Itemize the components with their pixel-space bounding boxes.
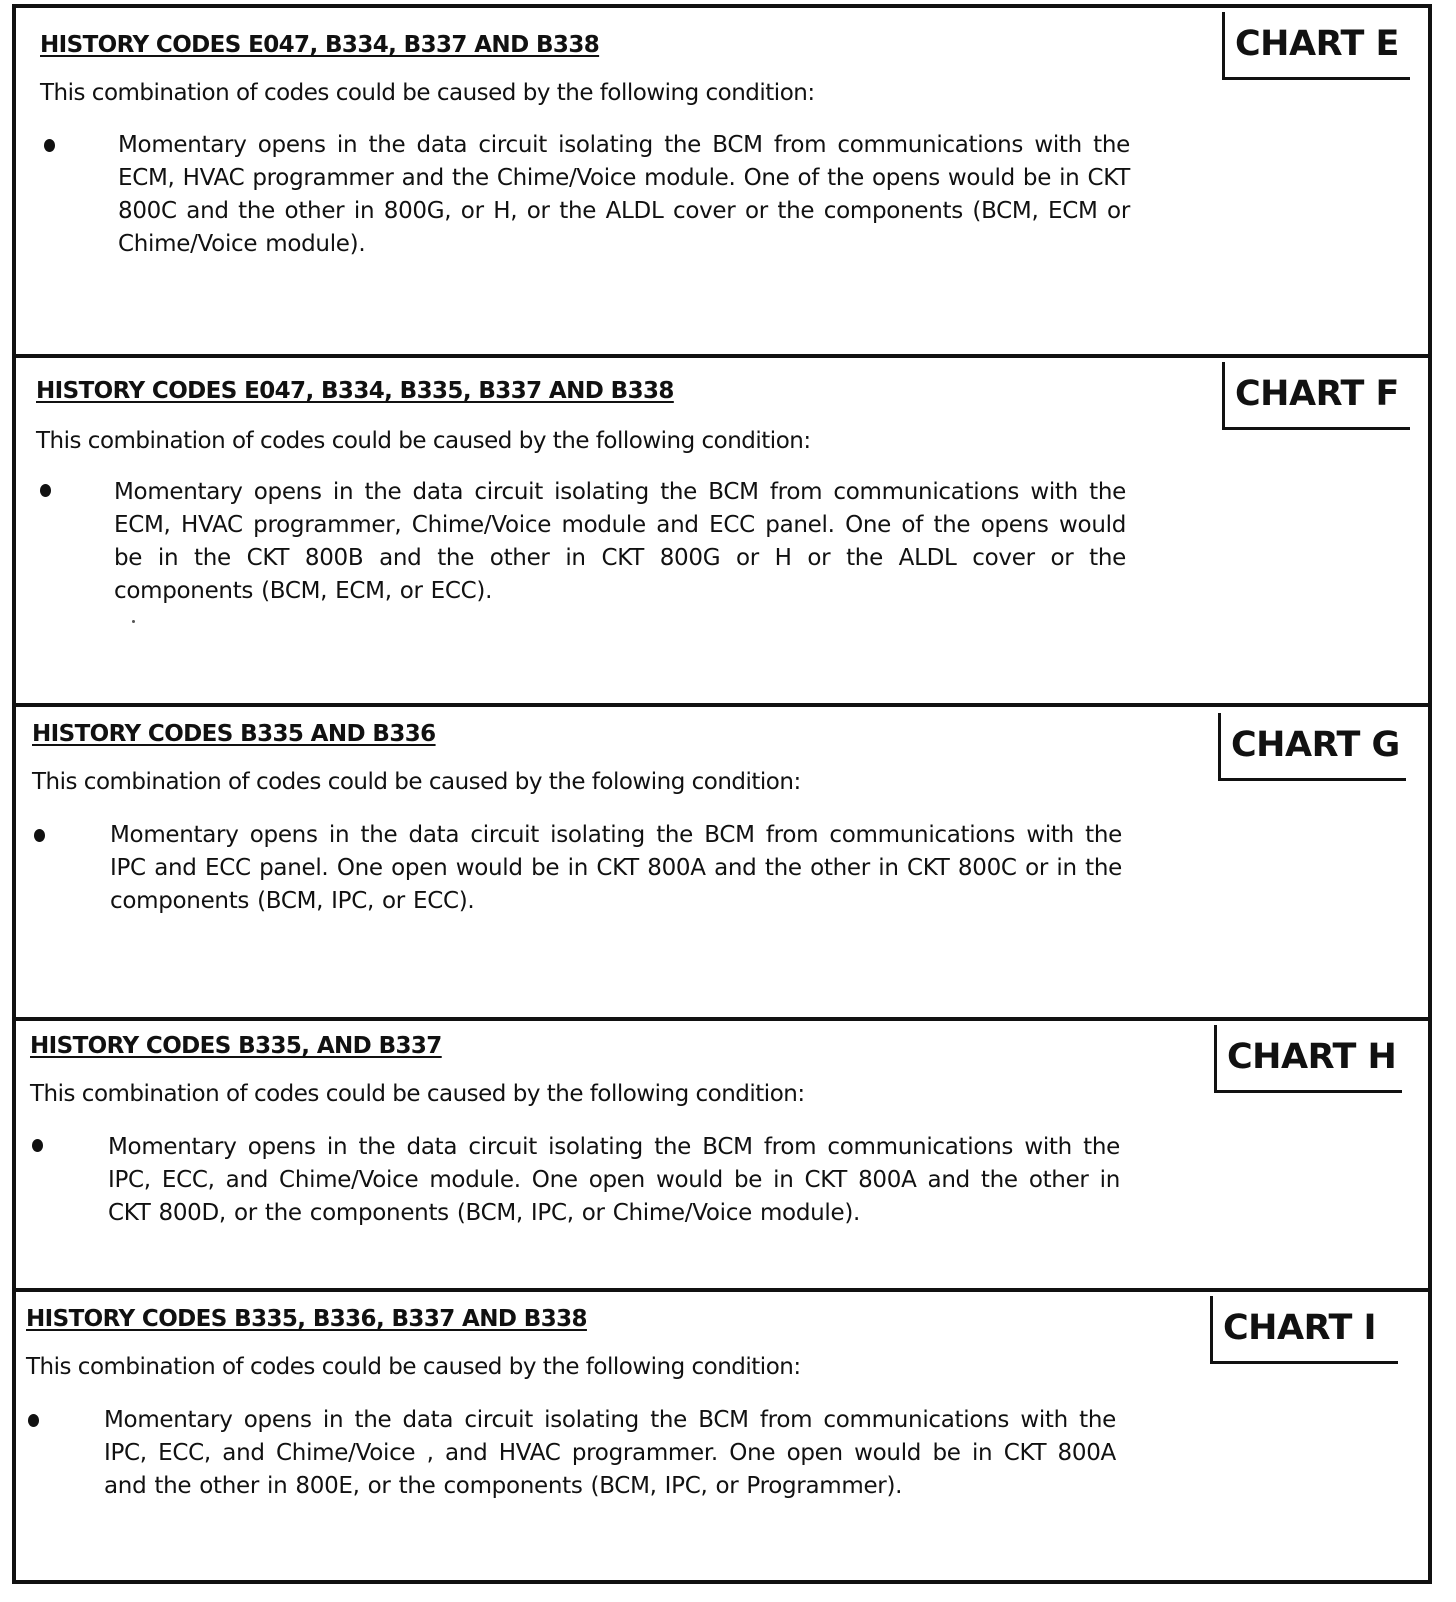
chart-h-section [16,1021,1428,1288]
chart-label: CHART H [1214,1025,1402,1093]
document-page [12,4,1432,1584]
bullet-icon [28,1414,39,1427]
bullet-icon [32,1139,43,1152]
bullet-icon [44,139,55,152]
section-heading: HISTORY CODES B335 AND B336 [32,721,436,747]
bullet-text: Momentary opens in the data circuit isolating the BCM from communications with the ECM, HVAC programmer and the Chime/Voice module. One of the opens would be in CKT 800C and the other in 800G, or H, or the ALDL cover or the components (BCM, ECM or Chime/Voice module). [118,132,1130,257]
bullet-icon [40,484,51,497]
section-intro: This combination of codes could be caused by the following condition: [40,80,815,106]
chart-i-section [16,1292,1428,1580]
bullet-text: Momentary opens in the data circuit isolating the BCM from communications with the IPC, ECC, and Chime/Voice module. One open would be in CKT 800A and the other in CKT 800D, or the components (BCM, IPC, or Chime/Voice module). [108,1134,1120,1226]
section-intro: This combination of codes could be caused by the following condition: [30,1081,805,1107]
bullet-text: Momentary opens in the data circuit isolating the BCM from communications with the IPC, ECC, and Chime/Voice , and HVAC programmer. One open would be in CKT 800A and the other in 800E, or the components (BCM, IPC, or Programmer). [104,1407,1116,1499]
section-heading: HISTORY CODES E047, B334, B335, B337 AND B338 [36,378,674,404]
chart-label: CHART E [1222,12,1410,80]
section-intro: This combination of codes could be caused by the folowing condition: [32,769,801,795]
chart-g-section [16,707,1428,1017]
chart-label: CHART F [1222,362,1410,430]
scan-speck [132,620,135,623]
chart-label: CHART G [1218,713,1406,781]
section-intro: This combination of codes could be caused by the following condition: [36,428,811,454]
chart-f-section [16,358,1428,703]
section-heading: HISTORY CODES E047, B334, B337 AND B338 [40,32,600,58]
bullet-icon [34,829,45,842]
section-heading: HISTORY CODES B335, B336, B337 AND B338 [26,1306,587,1332]
chart-label: CHART I [1210,1296,1398,1364]
chart-e-section [16,8,1428,354]
bullet-text: Momentary opens in the data circuit isolating the BCM from communications with the IPC and ECC panel. One open would be in CKT 800A and the other in CKT 800C or in the components (BCM, IPC, or ECC). [110,822,1122,914]
bullet-text: Momentary opens in the data circuit isolating the BCM from communications with the ECM, HVAC programmer, Chime/Voice module and ECC panel. One of the opens would be in the CKT 800B and the other in CKT 800G or H or the ALDL cover or the components (BCM, ECM, or ECC). [114,479,1126,604]
section-heading: HISTORY CODES B335, AND B337 [30,1033,442,1059]
section-intro: This combination of codes could be caused by the following condition: [26,1354,801,1380]
